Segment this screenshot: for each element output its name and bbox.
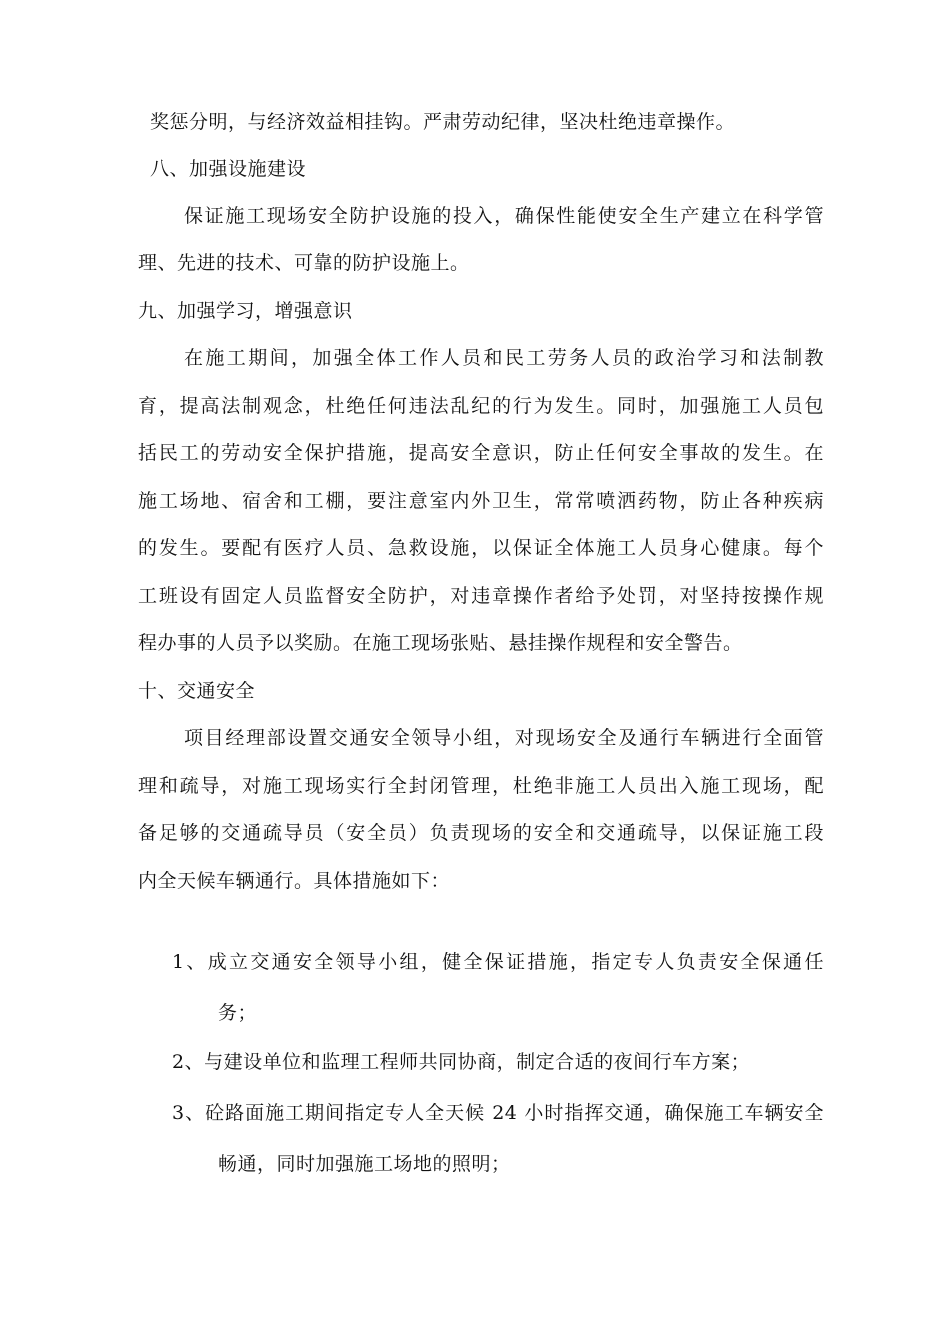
section-heading: 十、交通安全: [138, 680, 256, 702]
list-item-continuation: 务；: [218, 1002, 258, 1024]
paragraph-line: 工班设有固定人员监督安全防护，对违章操作者给予处罚，对坚持按操作规: [138, 585, 824, 607]
list-item: 2、与建设单位和监理工程师共同协商，制定合适的夜间行车方案；: [172, 1051, 751, 1073]
list-item: 1、成立交通安全领导小组，健全保证措施，指定专人负责安全保通任: [172, 951, 824, 973]
list-item: 3、砼路面施工期间指定专人全天候 24 小时指挥交通，确保施工车辆安全: [172, 1102, 824, 1124]
paragraph-line: 程办事的人员予以奖励。在施工现场张贴、悬挂操作规程和安全警告。: [138, 632, 743, 654]
paragraph-line: 保证施工现场安全防护设施的投入，确保性能使安全生产建立在科学管: [184, 205, 824, 227]
paragraph-line: 施工场地、宿舍和工棚，要注意室内外卫生，常常喷洒药物，防止各种疾病: [138, 490, 824, 512]
paragraph-line: 在施工期间，加强全体工作人员和民工劳务人员的政治学习和法制教: [184, 347, 824, 369]
list-item-continuation: 畅通，同时加强施工场地的照明；: [218, 1153, 511, 1175]
paragraph-line: 的发生。要配有医疗人员、急救设施，以保证全体施工人员身心健康。每个: [138, 537, 824, 559]
paragraph-line: 育，提高法制观念，杜绝任何违法乱纪的行为发生。同时，加强施工人员包: [138, 395, 824, 417]
section-heading: 八、加强设施建设: [150, 158, 307, 180]
paragraph-line: 理和疏导，对施工现场实行全封闭管理，杜绝非施工人员出入施工现场，配: [138, 775, 824, 797]
paragraph-line: 理、先进的技术、可靠的防护设施上。: [138, 252, 470, 274]
paragraph-line: 内全天候车辆通行。具体措施如下：: [138, 870, 451, 892]
section-heading: 九、加强学习，增强意识: [138, 300, 353, 322]
paragraph-line: 备足够的交通疏导员（安全员）负责现场的安全和交通疏导，以保证施工段: [138, 822, 824, 844]
paragraph-line: 项目经理部设置交通安全领导小组，对现场安全及通行车辆进行全面管: [184, 727, 824, 749]
text-line: 奖惩分明，与经济效益相挂钩。严肃劳动纪律，坚决杜绝违章操作。: [150, 111, 736, 133]
paragraph-line: 括民工的劳动安全保护措施，提高安全意识，防止任何安全事故的发生。在: [138, 442, 824, 464]
